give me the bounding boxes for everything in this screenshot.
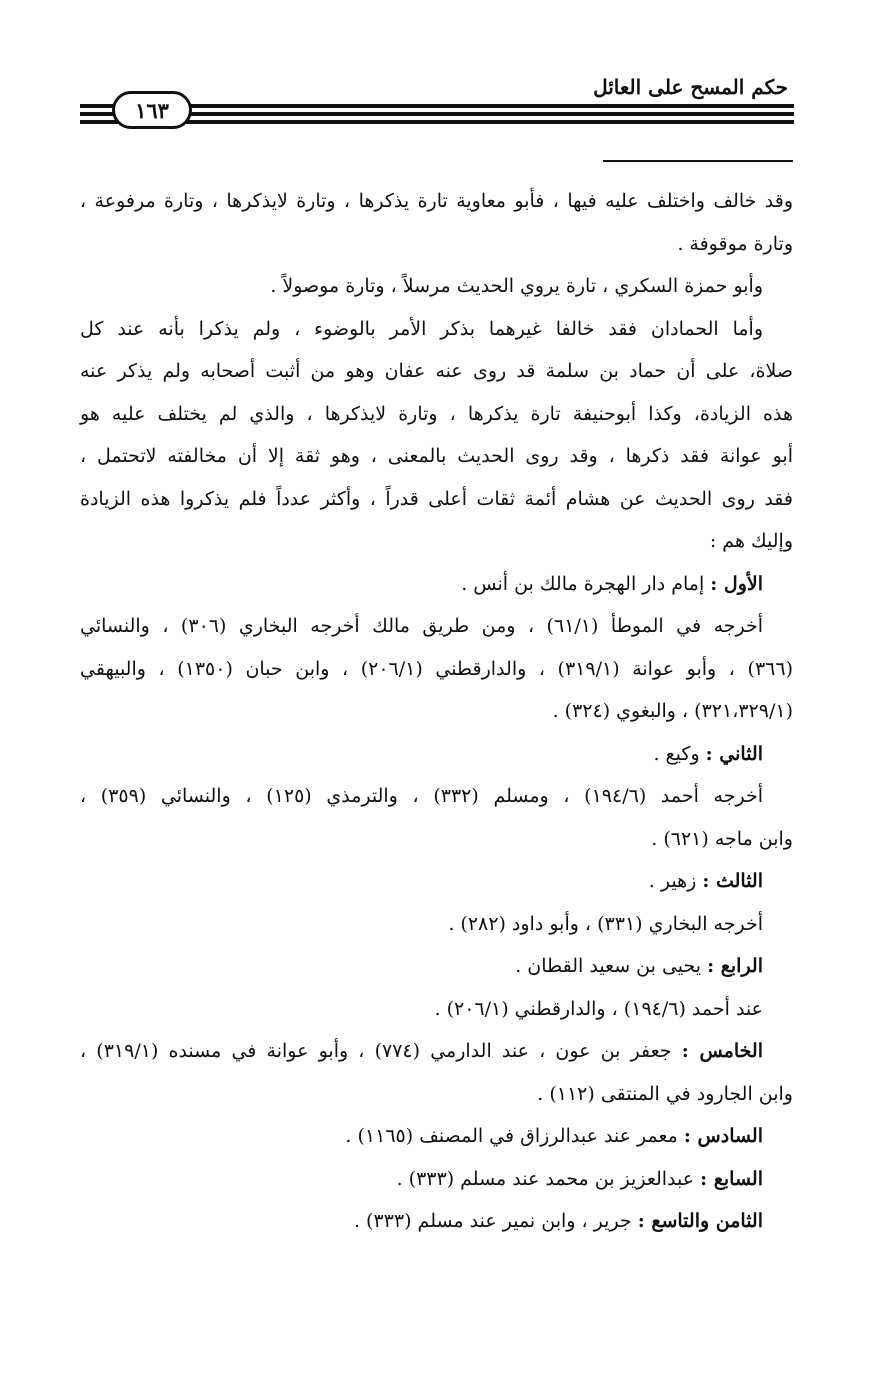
paragraph-line: وإليك هم : xyxy=(709,530,793,552)
narrator-entry xyxy=(80,733,793,776)
narrator-entry xyxy=(80,1115,793,1158)
page-number: ١٦٣ xyxy=(135,97,169,123)
narrator-label: الخامس : xyxy=(681,1040,763,1062)
paragraph-line: وابن ماجه (٦٢١) . xyxy=(651,827,793,850)
narrator-label: الرابع : xyxy=(707,955,763,977)
paragraph-line: صلاة، على أن حماد بن سلمة قد روى عنه عفان وهو من أثبت أصحابه ولم يذكر عنه xyxy=(80,360,793,382)
paragraph-line: (٣٦٦) ، وأبو عوانة (٣١٩/١) ، والدارقطني (٢٠٦/١) ، وابن حبان (١٣٥٠) ، والبيهقي xyxy=(80,657,793,680)
paragraph-line: أخرجه في الموطأ (٦١/١) ، ومن طريق مالك أخرجه البخاري (٣٠٦) ، والنسائي xyxy=(80,615,764,637)
paragraph-line: وأما الحمادان فقد خالفا غيرهما بذكر الأمر بالوضوء ، ولم يذكرا بأنه عند كل xyxy=(80,317,763,340)
narrator-entry xyxy=(80,563,793,606)
narrator-name: يحيى بن سعيد القطان . xyxy=(515,955,708,977)
paragraph-line: أبو عوانة فقد ذكرها ، وقد روى الحديث بالمعنى ، وهو ثقة إلا أن مخالفته لاتحتمل ، xyxy=(80,445,793,467)
narrator-label: السادس : xyxy=(683,1125,763,1147)
narrator-name: جرير ، وابن نمير عند مسلم (٣٣٣) . xyxy=(353,1210,638,1232)
narrator-name: معمر عند عبدالرزاق في المصنف (١١٦٥) . xyxy=(345,1125,684,1147)
paragraph-line: وأبو حمزة السكري ، تارة يروي الحديث مرسلاً ، وتارة موصولاً . xyxy=(270,275,763,297)
paragraph-line: وابن الجارود في المنتقى (١١٢) . xyxy=(537,1082,793,1105)
narrator-entry xyxy=(80,945,793,988)
narrator-name: وكيع . xyxy=(653,742,706,765)
page-number-oval xyxy=(112,91,192,129)
main-text xyxy=(80,180,793,1243)
paragraph-line: وتارة موقوفة . xyxy=(677,232,793,255)
paragraph-line: أخرجه أحمد (١٩٤/٦) ، ومسلم (٣٣٢) ، والترمذي (١٢٥) ، والنسائي (٣٥٩) ، xyxy=(80,785,763,807)
narrator-label: الثاني : xyxy=(705,742,763,765)
narrator-label: السابع : xyxy=(700,1167,763,1190)
paragraph-line: أخرجه البخاري (٣٣١) ، وأبو داود (٢٨٢) . xyxy=(448,912,763,935)
running-title: حكم المسح على العائل xyxy=(593,75,788,99)
paragraph-line: (٣٢١،٣٢٩/١) ، والبغوي (٣٢٤) . xyxy=(552,700,793,722)
narrator-label: الثامن والتاسع : xyxy=(637,1210,763,1232)
paragraph-line: وقد خالف واختلف عليه فيها ، فأبو معاوية تارة يذكرها ، وتارة لايذكرها ، وتارة مرفوعة ، xyxy=(80,190,793,212)
narrator-label: الأول : xyxy=(710,572,763,595)
paragraph-line: هذه الزيادة، وكذا أبوحنيفة تارة يذكرها ، وتارة لايذكرها ، والذي لم يختلف عليه هو xyxy=(80,402,793,425)
narrator-label: الثالث : xyxy=(702,870,763,892)
narrator-name: عبدالعزيز بن محمد عند مسلم (٣٣٣) . xyxy=(396,1167,701,1190)
narrator-entry xyxy=(80,1158,793,1201)
narrator-entry xyxy=(80,1030,793,1073)
narrator-entry xyxy=(80,860,793,903)
narrator-name: زهير . xyxy=(648,870,703,892)
narrator-name: جعفر بن عون ، عند الدارمي (٧٧٤) ، وأبو عوانة في مسنده (٣١٩/١) ، xyxy=(80,1040,682,1062)
narrator-entry xyxy=(80,1200,793,1243)
paragraph-line: عند أحمد (١٩٤/٦) ، والدارقطني (٢٠٦/١) . xyxy=(434,997,763,1020)
separator-rule xyxy=(603,160,793,162)
narrator-name: إمام دار الهجرة مالك بن أنس . xyxy=(461,572,711,595)
paragraph-line: فقد روى الحديث عن هشام أئمة ثقات أعلى قدراً ، وأكثر عدداً فلم يذكروا هذه الزيادة xyxy=(80,487,793,510)
